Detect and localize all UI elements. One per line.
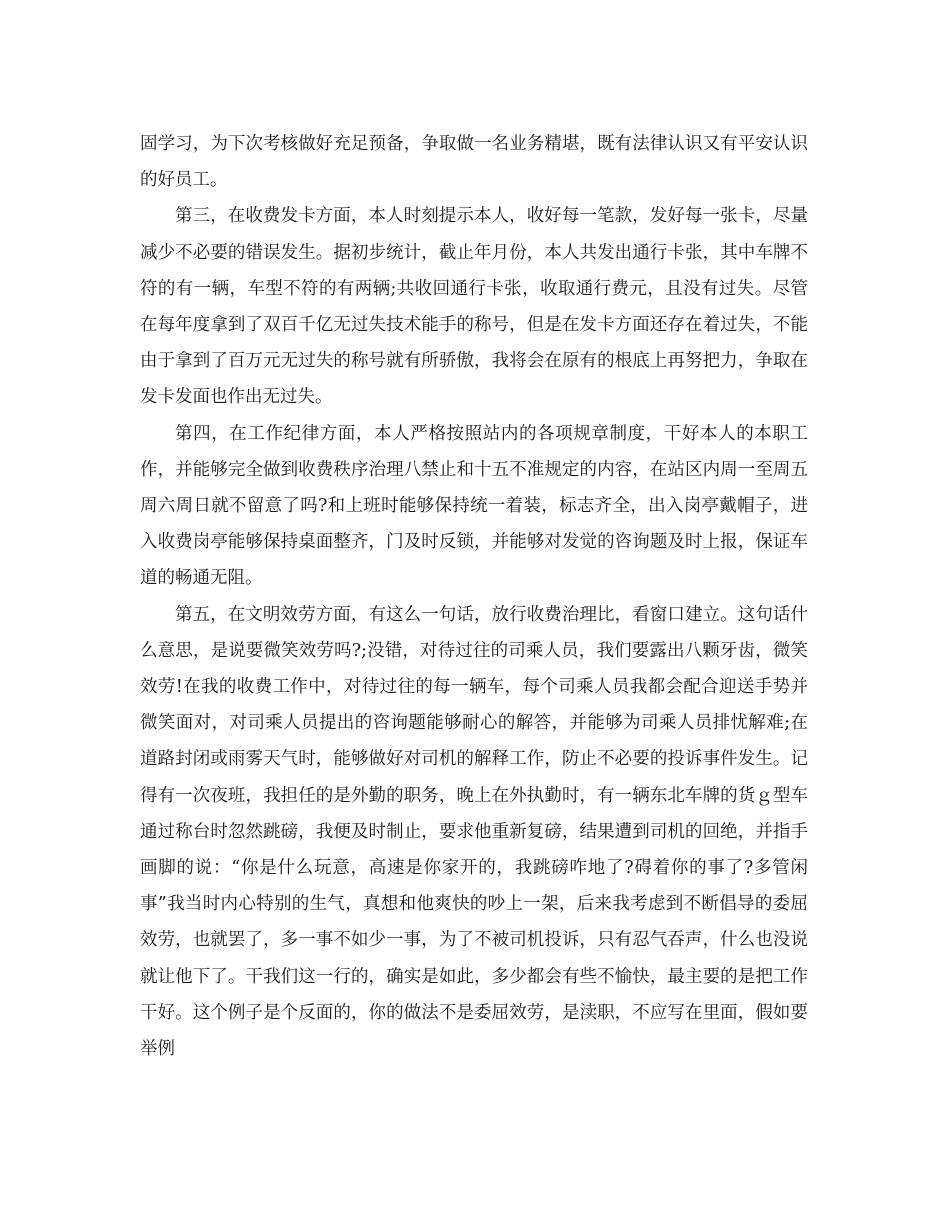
document-body: [140, 126, 808, 1067]
paragraph-3: 第四，在工作纪律方面，本人严格按照站内的各项规章制度，干好本人的本职工作，并能够完全做到收费秩序治理八禁止和十五不准规定的内容，在站区内周一至周五周六周日就不留意了吗?和上班时能够保持统一着装，标志齐全，出入岗亭戴帽子，进入收费岗亭能够保持桌面整齐，门及时反锁，并能够对发觉的咨询题及时上报，保证车道的畅通无阻。: [140, 423, 808, 589]
paragraph-1: 固学习，为下次考核做好充足预备，争取做一名业务精堪，既有法律认识又有平安认识的好员工。: [140, 134, 808, 191]
paragraph-2: 第三，在收费发卡方面，本人时刻提示本人，收好每一笔款，发好每一张卡，尽量减少不必要的错误发生。据初步统计，截止年月份，本人共发出通行卡张，其中车牌不符的有一辆，车型不符的有两辆;共收回通行卡张，收取通行费元，且没有过失。尽管在每年度拿到了双百千亿无过失技术能手的称号，但是在发卡方面还存在着过失，不能由于拿到了百万元无过失的称号就有所骄傲，我将会在原有的根底上再努把力，争取在发卡发面也作出无过失。: [140, 206, 808, 408]
paragraph-4: 第五，在文明效劳方面，有这么一句话，放行收费治理比，看窗口建立。这句话什么意思，是说要微笑效劳吗?;没错，对待过往的司乘人员，我们要露出八颗牙齿，微笑效劳!在我的收费工作中，对待过往的每一辆车，每个司乘人员我都会配合迎送手势并微笑面对，对司乘人员提出的咨询题能够耐心的解答，并能够为司乘人员排忧解难;在道路封闭或雨雾天气时，能够做好对司机的解释工作，防止不必要的投诉事件发生。记得有一次夜班，我担任的是外勤的职务，晚上在外执勤时，有一辆东北车牌的货ｇ型车通过称台时忽然跳磅，我便及时制止，要求他重新复磅，结果遭到司机的回绝，并指手画脚的说：“你是什么玩意，高速是你家开的，我跳磅咋地了?碍着你的事了?多管闲事”我当时内心特别的生气，真想和他爽快的吵上一架，后来我考虑到不断倡导的委屈效劳，也就罢了，多一事不如少一事，为了不被司机投诉，只有忍气吞声，什么也没说就让他下了。干我们这一行的，确实是如此，多少都会有些不愉快，最主要的是把工作干好。这个例子是个反面的，你的做法不是委屈效劳，是渎职，不应写在里面，假如要举例: [140, 604, 808, 1060]
